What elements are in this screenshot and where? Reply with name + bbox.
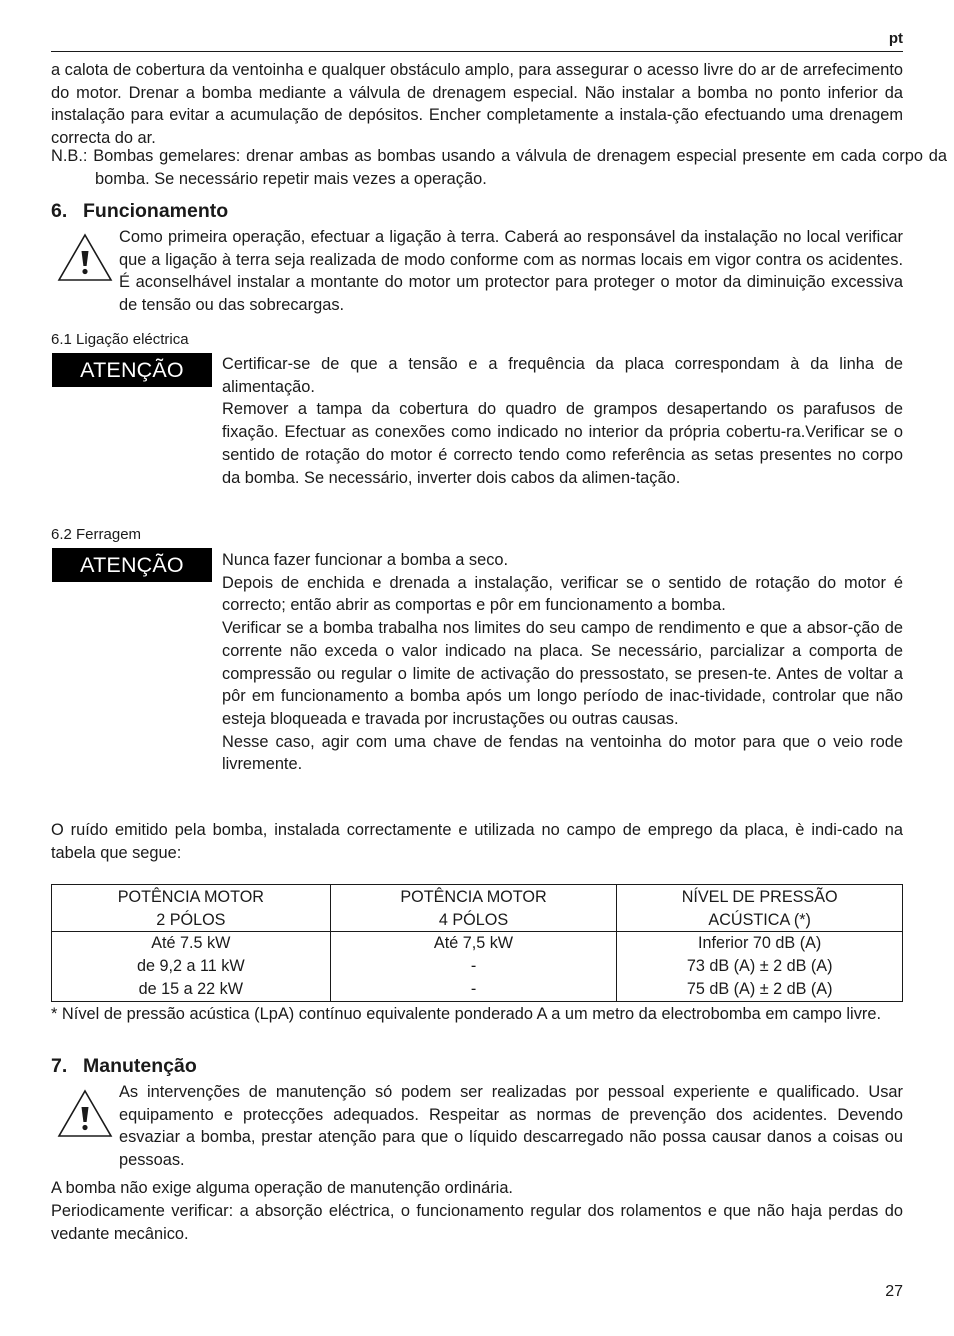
section-7-heading <box>51 1054 197 1078</box>
subsection-6-1-text <box>222 353 903 489</box>
table-header-row <box>52 885 903 932</box>
section-7-paragraph-2: Periodicamente verificar: a absorção eléctrica, o funcionamento regular dos rolamentos e que não haja perdas do vedante mecânico. <box>51 1202 903 1243</box>
intro-note: N.B.: Bombas gemelares: drenar ambas as bombas usando a válvula de drenagem especial presente em cada corpo da bomba. Se necessário repetir mais vezes a operação. <box>51 147 947 188</box>
table-header-cell: NÍVEL DE PRESSÃO ACÚSTICA (*) <box>617 885 903 932</box>
noise-intro-text: O ruído emitido pela bomba, instalada correctamente e utilizada no campo de emprego da placa, è indi-cado na tabela que segue: <box>51 821 903 862</box>
table-footnote: * Nível de pressão acústica (LpA) contínuo equivalente ponderado A a um metro da electrobomba em campo livre. <box>51 1005 882 1023</box>
section-6-heading <box>51 199 228 223</box>
header-rule <box>51 51 903 52</box>
table-cell-2-poles: Até 7.5 kW de 9,2 a 11 kW de 15 a 22 kW <box>52 932 331 1001</box>
section-7-warning-text: As intervenções de manutenção só podem ser realizadas por pessoal experiente e qualificado. Usar equipamento e protecções adequados. Respeitar as normas de prevenção dos acidentes. Devendo esvaziar a bomba, prestar atenção para que o líquido descarregado não possa causar danos a coisas ou pessoas. <box>119 1083 903 1170</box>
language-code: pt <box>888 30 903 47</box>
table-body-row <box>52 932 903 1001</box>
subsection-6-1-paragraph-1: Certificar-se de que a tensão e a frequência da placa correspondam à da linha de alimentação. <box>222 355 903 396</box>
section-7-title: Manutenção <box>83 1055 197 1077</box>
subsection-6-2-paragraph-3: Verificar se a bomba trabalha nos limites do seu campo de rendimento e que a absor-ção de corrente não exceda o valor indicado na placa. Se necessário, parcializar a comporta de compressão ou regular o limite de activação do pressostato, se presen-te. Antes de voltar a pôr em funcionamento a bomba após um longo período de inac-tividade, controlar que não esteja bloqueada e travada por incrustações ou outras causas. <box>222 619 903 728</box>
intro-paragraph: a calota de cobertura da ventoinha e qualquer obstáculo amplo, para assegurar o acesso livre do ar de arrefecimento do motor. Drenar a bomba mediante a válvula de drenagem especial. Não instalar a bomba no ponto inferior da instalação para evitar a acumulação de depósitos. Encher completamente a instala-ção efectuando uma drenagem correcta do ar. <box>51 61 903 148</box>
section-6-warning-text: Como primeira operação, efectuar a ligação à terra. Caberá ao responsável da instalação no local verificar que a ligação à terra seja realizada de modo conforme com as normas locais em vigor contra os acidentes. É aconselhável instalar a montante do motor um protector para proteger o motor da diminuição excessiva de tensão ou das sobrecargas. <box>119 228 903 315</box>
section-6-title: Funcionamento <box>83 200 229 222</box>
page-number: 27 <box>885 1283 903 1300</box>
noise-table <box>51 884 903 1002</box>
attention-label-6-1: ATENÇÃO <box>52 353 212 387</box>
warning-triangle-icon <box>57 233 113 283</box>
subsection-6-1-paragraph-2: Remover a tampa da cobertura do quadro de grampos desapertando os parafusos de fixação. Efectuar as conexões como indicado no interior da própria cobertu-ra.Verificar se o sentido de rotação do motor é correcto tendo como referência as setas presentes no corpo da bomba. Se necessário, inverter dois cabos da alimen-tação. <box>222 400 903 487</box>
warning-triangle-icon <box>57 1089 113 1139</box>
section-6-number: 6. <box>51 200 68 222</box>
subsection-6-1-heading: 6.1 Ligação eléctrica <box>51 331 189 348</box>
table-header-cell: POTÊNCIA MOTOR 4 PÓLOS <box>330 885 617 932</box>
attention-label-6-2: ATENÇÃO <box>52 548 212 582</box>
subsection-6-2-paragraph-2: Depois de enchida e drenada a instalação, verificar se o sentido de rotação do motor é correcto; então abrir as comportas e pôr em funcionamento a bomba. <box>222 573 903 615</box>
table-header-cell: POTÊNCIA MOTOR 2 PÓLOS <box>52 885 331 932</box>
subsection-6-2-text <box>222 549 903 776</box>
table-cell-noise-level: Inferior 70 dB (A) 73 dB (A) ± 2 dB (A) 75 dB (A) ± 2 dB (A) <box>617 932 903 1001</box>
subsection-6-2-paragraph-1: Nunca fazer funcionar a bomba a seco. <box>222 551 509 569</box>
subsection-6-2-heading: 6.2 Ferragem <box>51 526 142 543</box>
subsection-6-2-paragraph-4: Nesse caso, agir com uma chave de fendas na ventoinha do motor para que o veio rode livremente. <box>222 732 903 774</box>
section-7-number: 7. <box>51 1055 68 1077</box>
section-7-paragraph-1: A bomba não exige alguma operação de manutenção ordinária. <box>51 1179 513 1197</box>
table-cell-4-poles: Até 7,5 kW - - <box>330 932 617 1001</box>
